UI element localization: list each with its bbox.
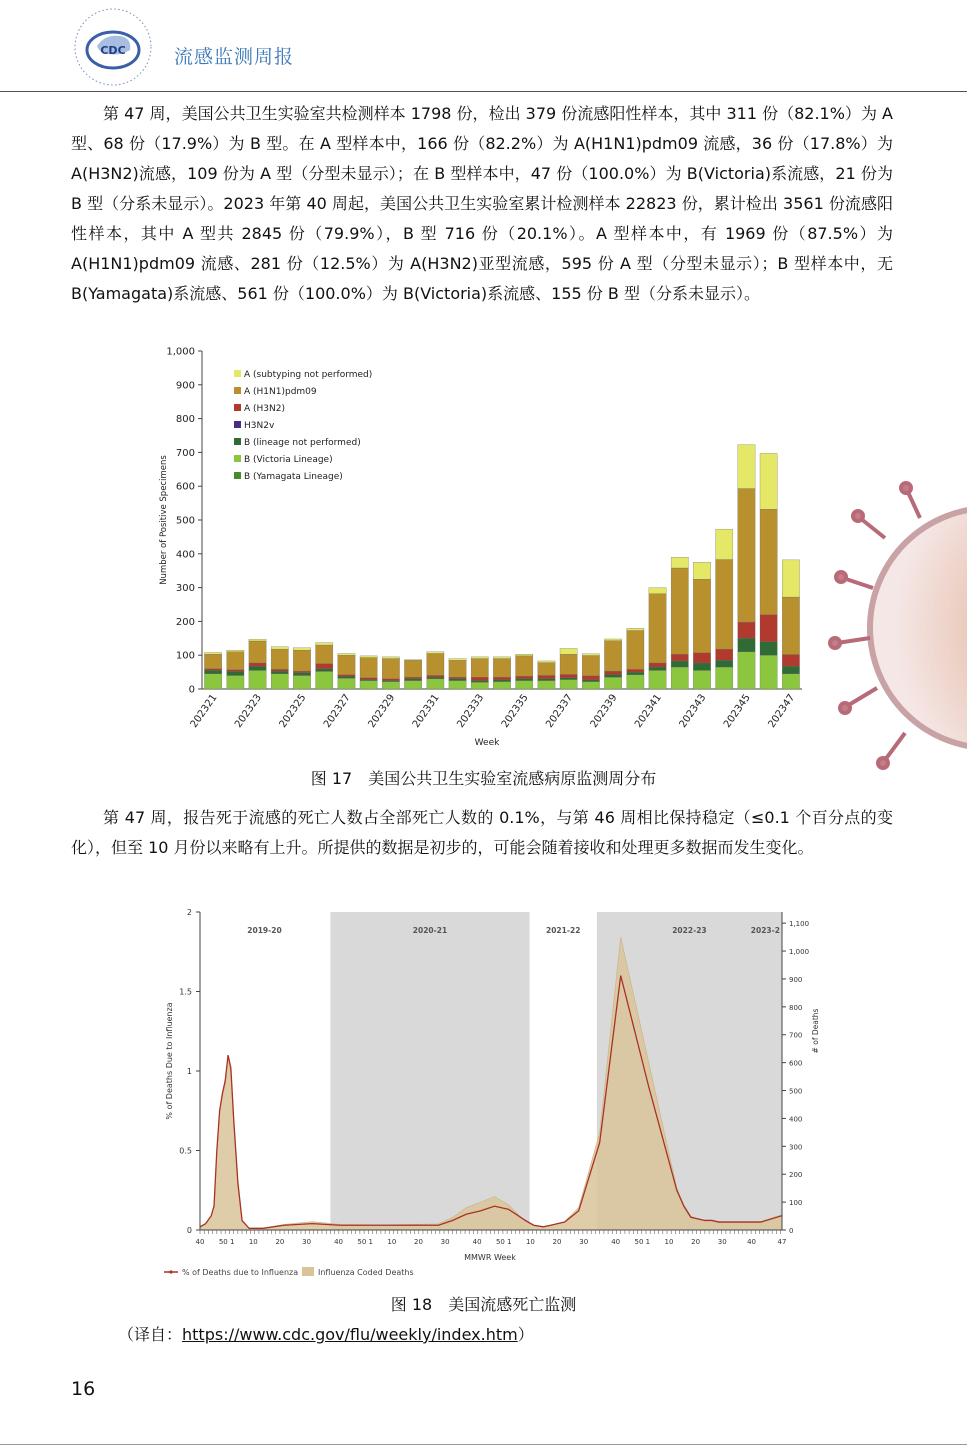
- bar-segment: [560, 674, 577, 677]
- bar-segment: [360, 656, 377, 658]
- y-tick-label: 500: [175, 515, 195, 527]
- x-axis-label: MMWR Week: [464, 1253, 516, 1262]
- bar-segment: [249, 639, 266, 641]
- y-axis-label: % of Deaths Due to Influenza: [165, 1002, 174, 1120]
- x-tick-label: 202347: [766, 692, 798, 731]
- bar-segment: [582, 656, 599, 676]
- y-tick-label: 200: [175, 616, 195, 628]
- x-tick-label: 202321: [188, 692, 220, 731]
- bar-segment: [604, 674, 621, 677]
- bar-segment: [449, 679, 466, 681]
- bar-segment: [449, 677, 466, 679]
- bar-segment: [560, 654, 577, 674]
- x-tick-label: 30: [440, 1238, 450, 1246]
- x-tick-label: 202333: [455, 692, 487, 731]
- bar-segment: [671, 654, 688, 661]
- x-tick-label: 202331: [410, 692, 442, 731]
- x-tick-label: 202329: [366, 692, 398, 731]
- bar-segment: [649, 667, 666, 670]
- paragraph-lab-surveillance: [71, 99, 893, 309]
- y2-tick-label: 400: [789, 1115, 803, 1124]
- x-tick-label: 50 1: [634, 1238, 651, 1246]
- source-suffix: ）: [517, 1325, 534, 1344]
- positive-specimens-chart: [150, 340, 820, 760]
- x-tick-label: 10: [387, 1238, 397, 1246]
- season-label: 2019-20: [247, 926, 282, 935]
- figure-17-caption: 图 17 美国公共卫生实验室流感病原监测周分布: [310, 769, 657, 788]
- source-prefix: （译自：: [118, 1325, 183, 1344]
- legend-label: % of Deaths due to Influenza: [182, 1268, 299, 1277]
- bar-segment: [493, 682, 510, 689]
- bar-segment: [293, 648, 310, 650]
- bar-segment: [293, 650, 310, 671]
- bar-segment: [560, 680, 577, 689]
- bar-segment: [627, 672, 644, 675]
- y-tick-label: 700: [175, 447, 195, 459]
- bar-segment: [693, 562, 710, 579]
- bar-segment: [716, 660, 733, 667]
- bar-segment: [782, 560, 799, 597]
- bar-segment: [271, 649, 288, 669]
- bar-segment: [471, 677, 488, 680]
- bar-segment: [760, 615, 777, 642]
- bar-segment: [649, 588, 666, 594]
- bar-segment: [227, 670, 244, 672]
- y2-tick-label: 1,000: [789, 948, 810, 957]
- bar-segment: [671, 568, 688, 654]
- bar-segment: [693, 579, 710, 653]
- bar-segment: [471, 682, 488, 689]
- y-axis-label: Number of Positive Specimens: [159, 455, 169, 585]
- legend-swatch: [302, 1267, 314, 1276]
- bar-segment: [249, 670, 266, 689]
- bar-segment: [493, 680, 510, 682]
- y2-tick-label: 900: [789, 975, 803, 984]
- bar-segment: [316, 669, 333, 672]
- bar-segment: [316, 664, 333, 669]
- y-tick-label: 1,000: [166, 346, 195, 358]
- y-tick-label: 0.5: [179, 1146, 192, 1156]
- x-tick-label: 202335: [499, 692, 531, 731]
- x-tick-label: 202343: [677, 692, 709, 731]
- bar-segment: [271, 669, 288, 671]
- x-tick-label: 202337: [544, 692, 576, 731]
- bar-segment: [382, 682, 399, 689]
- bar-segment: [716, 649, 733, 660]
- bar-segment: [516, 654, 533, 656]
- y2-tick-label: 0: [789, 1227, 794, 1235]
- virus-illustration: [815, 478, 967, 778]
- bar-segment: [293, 671, 310, 673]
- y-tick-label: 300: [175, 583, 195, 595]
- bar-segment: [227, 650, 244, 652]
- bar-segment: [604, 677, 621, 689]
- bar-segment: [516, 681, 533, 689]
- x-tick-label: 30: [302, 1238, 312, 1246]
- x-tick-label: 202327: [321, 692, 353, 731]
- legend-label: B (Victoria Lineage): [244, 455, 333, 465]
- bar-segment: [738, 638, 755, 652]
- bar-segment: [360, 681, 377, 689]
- x-tick-label: 40: [611, 1238, 621, 1246]
- bar-segment: [204, 669, 221, 671]
- x-tick-label: 202341: [633, 692, 665, 731]
- x-tick-label: 40: [195, 1238, 205, 1246]
- bar-segment: [404, 681, 421, 689]
- paragraph-mortality: [71, 803, 893, 863]
- bar-segment: [449, 660, 466, 677]
- bar-segment: [604, 639, 621, 641]
- paragraph-text: 第 47 周，报告死于流感的死亡人数占全部死亡人数的 0.1%，与第 46 周相比保持稳定（≤0.1 个百分点的变化），但至 10 月份以来略有上升。所提供的数据是初步的，可能会随着接收和处理更多数据而发生变化。: [71, 808, 893, 857]
- y2-tick-label: 800: [789, 1003, 803, 1012]
- x-tick-label: 20: [691, 1238, 701, 1246]
- header-divider: [0, 91, 967, 92]
- y-tick-label: 400: [175, 549, 195, 561]
- bar-segment: [582, 676, 599, 680]
- bar-segment: [449, 681, 466, 689]
- season-label: 2021-22: [546, 926, 581, 935]
- bar-segment: [427, 654, 444, 676]
- bar-segment: [760, 642, 777, 656]
- bar-segment: [382, 681, 399, 682]
- influenza-mortality-chart: [150, 902, 820, 1282]
- bar-segment: [782, 674, 799, 689]
- x-tick-label: 40: [472, 1238, 482, 1246]
- bar-segment: [538, 661, 555, 663]
- bar-segment: [404, 660, 421, 661]
- bar-segment: [693, 670, 710, 689]
- y2-tick-label: 1,100: [789, 920, 810, 929]
- bar-segment: [227, 652, 244, 670]
- bar-segment: [782, 666, 799, 673]
- bar-segment: [516, 656, 533, 676]
- y2-tick-label: 300: [789, 1143, 803, 1152]
- bar-segment: [382, 659, 399, 679]
- legend-label: B (lineage not performed): [244, 438, 361, 448]
- bar-segment: [204, 670, 221, 673]
- shaded-season: [330, 912, 529, 1230]
- legend-swatch: [234, 404, 241, 411]
- bar-segment: [627, 628, 644, 630]
- bar-segment: [693, 663, 710, 670]
- bar-segment: [738, 622, 755, 638]
- bar-segment: [471, 657, 488, 659]
- bar-segment: [271, 671, 288, 674]
- bar-segment: [538, 663, 555, 676]
- bar-segment: [338, 678, 355, 689]
- x-tick-label: 202323: [233, 692, 265, 731]
- x-tick-label: 20: [414, 1238, 423, 1246]
- bar-segment: [316, 671, 333, 689]
- bar-segment: [604, 641, 621, 671]
- bar-segment: [782, 597, 799, 654]
- legend-label: A (H3N2): [244, 404, 285, 414]
- bar-segment: [471, 681, 488, 683]
- bar-segment: [316, 645, 333, 664]
- y2-tick-label: 500: [789, 1087, 803, 1096]
- bar-segment: [471, 659, 488, 678]
- y-tick-label: 0: [188, 684, 195, 696]
- legend-swatch: [234, 370, 241, 377]
- bar-segment: [316, 643, 333, 645]
- x-tick-label: 10: [664, 1238, 674, 1246]
- y2-tick-label: 200: [789, 1171, 803, 1180]
- header-title: 流感监测周报: [174, 46, 295, 68]
- page-number: 16: [71, 1378, 96, 1400]
- bar-segment: [271, 674, 288, 689]
- bar-segment: [627, 675, 644, 689]
- y2-tick-label: 100: [789, 1199, 803, 1208]
- bar-segment: [493, 659, 510, 678]
- logo-text: CDC: [100, 44, 126, 57]
- y-tick-label: 1.5: [179, 987, 192, 997]
- bar-segment: [249, 663, 266, 666]
- bar-segment: [227, 675, 244, 689]
- bar-segment: [760, 655, 777, 689]
- bar-segment: [671, 667, 688, 689]
- legend-swatch: [234, 438, 241, 445]
- bar-segment: [360, 680, 377, 681]
- bar-segment: [716, 529, 733, 559]
- season-label: 2022-23: [672, 926, 707, 935]
- x-tick-label: 202325: [277, 692, 309, 731]
- bar-segment: [293, 673, 310, 676]
- x-tick-label: 20: [552, 1238, 562, 1246]
- bar-segment: [738, 489, 755, 623]
- bar-segment: [582, 682, 599, 689]
- legend-swatch: [234, 421, 241, 428]
- x-tick-label: 50 1: [357, 1238, 374, 1246]
- footer-divider: [0, 1444, 967, 1445]
- bar-segment: [627, 669, 644, 672]
- bar-segment: [716, 560, 733, 650]
- bar-segment: [404, 677, 421, 679]
- bar-segment: [204, 654, 221, 669]
- x-tick-label: 50 1: [495, 1238, 512, 1246]
- bar-segment: [204, 674, 221, 689]
- bar-segment: [716, 667, 733, 689]
- bar-segment: [649, 594, 666, 663]
- bar-segment: [404, 679, 421, 681]
- bar-segment: [516, 679, 533, 681]
- y2-axis-label: # of Deaths: [811, 1008, 820, 1054]
- y-tick-label: 2: [186, 908, 192, 917]
- cdc-logo: [70, 6, 156, 88]
- bar-segment: [560, 648, 577, 654]
- bar-segment: [538, 681, 555, 689]
- bar-segment: [227, 671, 244, 675]
- x-tick-label: 20: [275, 1238, 285, 1246]
- legend-label: H3N2v: [244, 421, 275, 431]
- y-tick-label: 900: [175, 380, 195, 392]
- x-axis-label: Week: [474, 738, 500, 748]
- legend-marker: [169, 1270, 172, 1273]
- bar-segment: [382, 657, 399, 659]
- bar-segment: [204, 652, 221, 654]
- bar-segment: [427, 677, 444, 679]
- bar-segment: [338, 676, 355, 678]
- bar-segment: [649, 663, 666, 667]
- season-label: 2020-21: [412, 926, 448, 935]
- bar-segment: [404, 660, 421, 677]
- x-tick-label: 10: [248, 1238, 258, 1246]
- bar-segment: [516, 676, 533, 679]
- bar-segment: [538, 675, 555, 678]
- bar-segment: [582, 680, 599, 682]
- bar-segment: [604, 671, 621, 674]
- bar-segment: [249, 666, 266, 670]
- y2-tick-label: 700: [789, 1031, 803, 1040]
- bar-segment: [338, 655, 355, 675]
- legend-swatch: [234, 455, 241, 462]
- bar-segment: [293, 675, 310, 689]
- bar-segment: [271, 647, 288, 649]
- bar-segment: [671, 661, 688, 667]
- bar-segment: [360, 678, 377, 680]
- y-tick-label: 0: [186, 1226, 192, 1235]
- y-tick-label: 800: [175, 414, 195, 426]
- y2-tick-label: 600: [789, 1059, 803, 1068]
- bar-segment: [427, 675, 444, 677]
- bar-segment: [427, 652, 444, 654]
- y-tick-label: 1: [186, 1067, 192, 1076]
- bar-segment: [560, 678, 577, 680]
- bar-segment: [627, 631, 644, 670]
- bar-segment: [427, 679, 444, 689]
- bar-segment: [738, 445, 755, 489]
- bar-segment: [249, 641, 266, 663]
- x-tick-label: 40: [334, 1238, 344, 1246]
- bar-segment: [360, 658, 377, 678]
- bar-segment: [449, 659, 466, 661]
- bar-segment: [760, 453, 777, 509]
- bar-segment: [671, 557, 688, 568]
- bar-segment: [782, 655, 799, 667]
- x-tick-label: 47: [777, 1238, 787, 1246]
- source-link[interactable]: https://www.cdc.gov/flu/weekly/index.htm: [182, 1325, 518, 1344]
- bar-segment: [538, 679, 555, 681]
- x-tick-label: 50 1: [218, 1238, 235, 1246]
- x-tick-label: 202345: [721, 692, 753, 731]
- bar-segment: [493, 677, 510, 680]
- bar-segment: [649, 670, 666, 689]
- x-tick-label: 10: [525, 1238, 535, 1246]
- bar-segment: [760, 509, 777, 614]
- y-tick-label: 100: [175, 650, 195, 662]
- bar-segment: [582, 654, 599, 656]
- legend-label: A (subtyping not performed): [244, 370, 373, 380]
- x-tick-label: 40: [747, 1238, 757, 1246]
- bar-segment: [693, 653, 710, 663]
- legend-swatch: [234, 472, 241, 479]
- figure-18-caption: 图 18 美国流感死亡监测: [390, 1295, 577, 1314]
- legend-label: A (H1N1)pdm09: [244, 387, 317, 397]
- x-tick-label: 30: [717, 1238, 727, 1246]
- bar-segment: [382, 679, 399, 681]
- paragraph-text: 第 47 周，美国公共卫生实验室共检测样本 1798 份，检出 379 份流感阳性样本，其中 311 份（82.1%）为 A 型、68 份（17.9%）为 B 型。在 A 型样本中，166 份（82.2%）为 A(H1N1)pdm09 流感，36 份（17.8%）为 A(H3N2)流感，109 份为 A 型（分型未显示）；在 B 型样本中，47 份（100.0%）为 B(Victoria)系流感，21 份为 B 型（分系未显示）。2023 年第 40 周起，美国公共卫生实验室累计检测样本 22823 份，累计检出 3561 份流感阳性样本，其中 A 型共 2845 份（79.9%），B 型 716 份（20.1%）。A 型样本中，有 1969 份（87.5%）为 A(H1N1)pdm09 流感、281 份（12.5%）为 A(H3N2)亚型流感，595 份 A 型（分型未显示）；B 型样本中，无 B(Yamagata)系流感、561 份（100.0%）为 B(Victoria)系流感、155 份 B 型（分系未显示）。: [71, 104, 893, 303]
- legend-swatch: [234, 387, 241, 394]
- bar-segment: [338, 654, 355, 656]
- bar-segment: [738, 652, 755, 689]
- x-tick-label: 30: [579, 1238, 589, 1246]
- y-tick-label: 600: [175, 481, 195, 493]
- source-note: [118, 1322, 534, 1345]
- x-tick-label: 202339: [588, 692, 620, 731]
- legend-label: B (Yamagata Lineage): [244, 472, 343, 482]
- season-label: 2023-2: [750, 926, 780, 935]
- legend-label: Influenza Coded Deaths: [318, 1268, 414, 1277]
- bar-segment: [493, 657, 510, 659]
- bar-segment: [338, 675, 355, 677]
